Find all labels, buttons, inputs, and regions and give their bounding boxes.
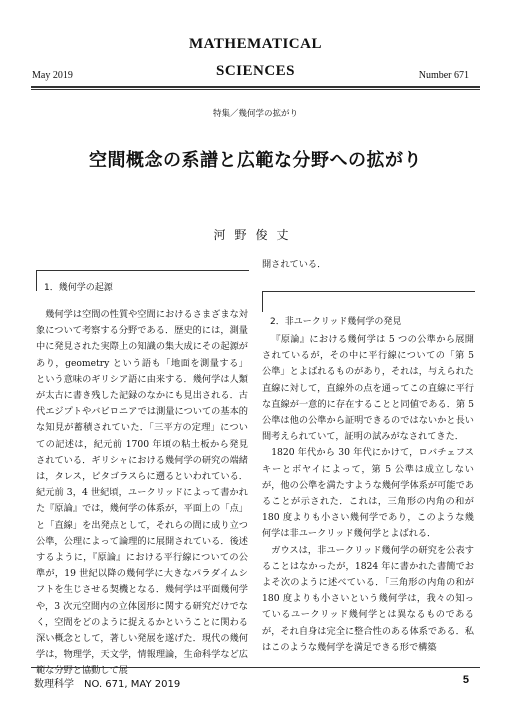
journal-title-line1: MATHEMATICAL (189, 36, 322, 52)
article-title: 空間概念の系譜と広範な分野への拡がり (89, 150, 422, 171)
section1-heading-box (36, 264, 248, 293)
section2-body (262, 332, 474, 656)
section1-paragraph: 幾何学は空間の性質や空間におけるさまざまな対象について考察する分野である．歴史的には，測量中に発見された実際上の知識の集大成にその起源があり，geometry という語も「地面を測量する」という意味のギリシア語に由来する．幾何学は人類が太古に書き残した記録のなかにも見出される．古代エジプトやバビロニアでは測量についての基本的な知見が蓄積されていた．「三平方の定理」についての記述は，紀元前 1700 年頃の粘土板から発見されている．ギリシャにおける幾何学の研究の端緒は，タレス，ピタゴラスらに遡るといわれている．紀元前 3，4 世紀頃，ユークリッドによって書かれた『原論』では，幾何学の体系が，平面上の「点」と「直線」を出発点として，それらの間に成り立つ公準，公理によって論理的に展開されている．後述するように，『原論』における平行線についての公準が，19 世紀以降の幾何学に大きなパラダイムシフトを生じさせる契機となる．幾何学は平面幾何学や，3 次元空間内の立体図形に関する研究だけでなく，空間をどのように捉えるかということに関わる深い概念として，著しい発展を遂げた．現代の幾何学は，物理学，天文学，情報理論，生命科学など広範な分野と協動して展 (36, 309, 248, 677)
feature-label: 特集／幾何学の拡がり (212, 109, 298, 119)
masthead-rule-thin (31, 89, 480, 90)
section2-paragraph-2: 1820 年代から 30 年代にかけて，ロバチェフスキーとボヤイによって，第 5 公準は成立しないが，他の公準を満たすような幾何学体系が可能であることが示された．これは，三角形の内角の和が 180 度よりも小さい幾何学であり，このような幾何学は非ユークリッド幾何学とよばれる． (262, 447, 474, 540)
issue-number: Number 671 (418, 70, 469, 81)
footer-journal: 数理科学 NO. 671, MAY 2019 (34, 679, 181, 690)
column2-continuation (262, 257, 474, 273)
article-author: 河野俊丈 (213, 228, 298, 242)
section2-heading-frame (262, 291, 475, 312)
page-number: 5 (462, 674, 469, 686)
continuation-text: 開されている． (262, 259, 327, 270)
section1-body (36, 307, 248, 680)
section2-paragraph-1: 『原論』における幾何学は 5 つの公準から展開されているが，その中に平行線についての「第 5 公準」とよばれるものがあり，それは，与えられた直線に対して，直線外の点を通ってこの直線に平行な直線が一意的に存在することと同値である．第 5 公準は他の公準から証明できるのではないかと長い間考えられていて，証明の試みがなされてきた． (262, 334, 474, 443)
section1-heading: 1．幾何学の起源 (44, 283, 113, 293)
issue-date: May 2019 (32, 70, 73, 81)
masthead-rule (31, 86, 480, 88)
section2-paragraph-3: ガウスは，非ユークリッド幾何学の研究を公表することはなかったが，1824 年に書かれた書簡でおよそ次のように述べている．「三角形の内角の和が 180 度よりも小さいという幾何学は，我々の知っているユークリッド幾何学とは異なるものであるが，それ自身は完全に整合性のある体系である．私はこのような幾何学を満足できる形で構築 (262, 544, 474, 653)
journal-title-line2: SCIENCES (215, 63, 296, 79)
section2-heading: 2．非ユークリッド幾何学の発見 (270, 317, 402, 327)
section2-heading-box (262, 285, 474, 327)
footer-rule (31, 667, 480, 668)
